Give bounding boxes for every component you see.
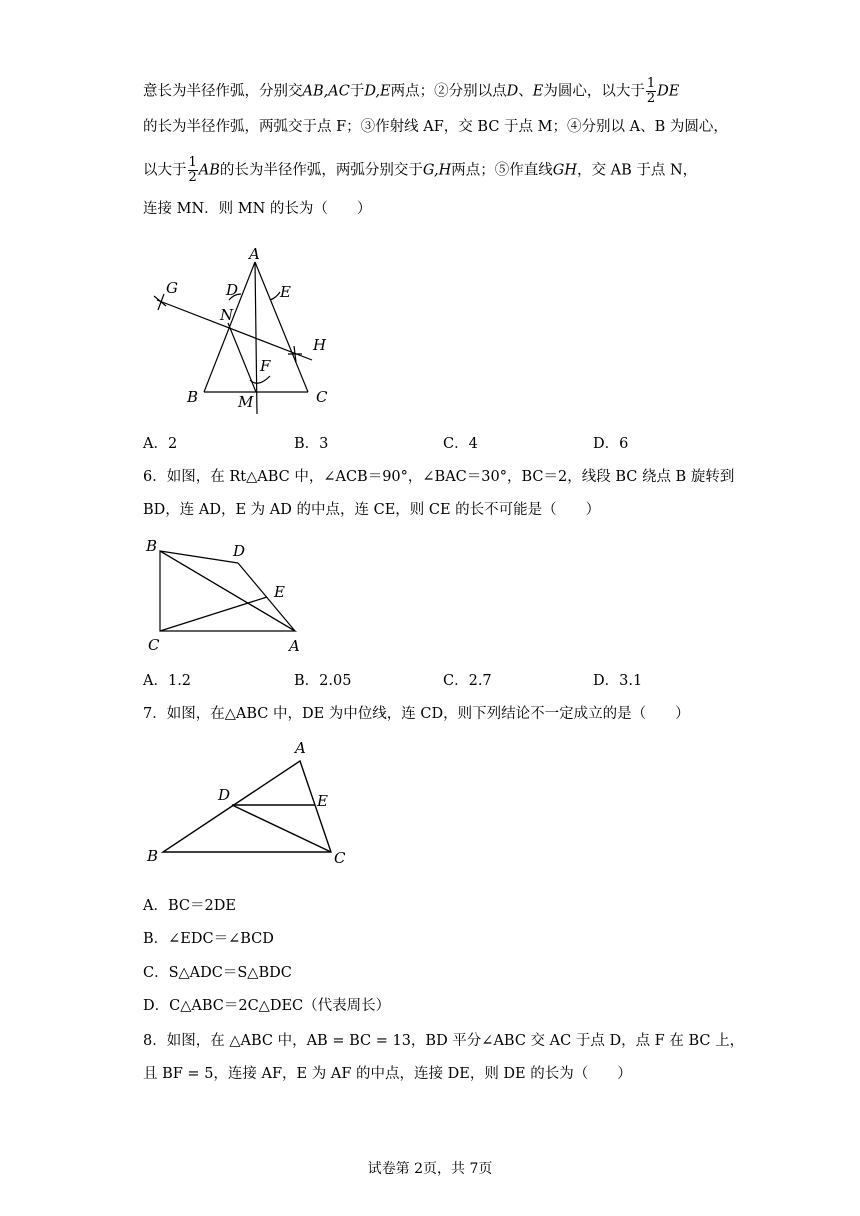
p6-option-a[interactable]: A．1.2: [143, 673, 192, 689]
p6-option-b[interactable]: B．2.05: [294, 673, 352, 689]
fraction-half: $\frac{1}{2}$: [188, 155, 197, 185]
label-E: E: [317, 792, 328, 810]
label-A: A: [249, 245, 260, 263]
text: D: [506, 83, 519, 100]
label-A: A: [289, 637, 300, 655]
p5-line-4: 连接 MN．则 MN 的长为（ ）: [143, 201, 372, 217]
p6-option-c[interactable]: C．2.7: [443, 673, 492, 689]
label-N: N: [220, 306, 234, 324]
label-C: C: [316, 388, 328, 406]
p5-line-1: [143, 77, 679, 106]
label-F: F: [260, 357, 271, 375]
p5-option-c[interactable]: C．4: [443, 436, 478, 452]
p5-line-3: 以大于 $\frac{1}{2}$ AB的长为半径作弧，两弧分别交于G,H两点；⑤作直线GH，交 AB 于点 N，: [143, 155, 698, 185]
label-M: M: [238, 393, 254, 411]
label-B: B: [187, 388, 199, 406]
p8-line-2: 且 BF = 5，连接 AF，E 为 AF 的中点，连接 DE，则 DE 的长为（ ）: [143, 1066, 632, 1082]
p5-option-d[interactable]: D．6: [593, 436, 629, 452]
label-E: E: [280, 283, 291, 301]
label-D: D: [218, 786, 231, 804]
p6-line-2: BD，连 AD，E 为 AD 的中点，连 CE，则 CE 的长不可能是（ ）: [143, 502, 601, 518]
p7-option-a[interactable]: A．BC＝2DE: [143, 898, 236, 914]
page-footer: 试卷第 2页，共 7页: [367, 1161, 493, 1177]
text: 、: [518, 83, 533, 100]
text: 两点；②分别以点: [390, 83, 507, 100]
label-G: G: [166, 279, 178, 297]
text: AB,AC: [302, 83, 350, 100]
label-E: E: [274, 583, 285, 601]
text: DE: [657, 83, 680, 100]
p8-line-1: 8．如图，在 △ABC 中，AB = BC = 13，BD 平分∠ABC 交 AC 于点 D，点 F 在 BC 上，: [143, 1033, 745, 1049]
p6-option-d[interactable]: D．3.1: [593, 673, 643, 689]
fraction-half: $\frac{1}{2}$: [646, 76, 656, 106]
label-B: B: [147, 847, 159, 865]
label-A: A: [295, 739, 306, 757]
p5-option-b[interactable]: B．3: [294, 436, 329, 452]
p5-line-2: 的长为半径作弧，两弧交于点 F；③作射线 AF，交 BC 于点 M；④分别以 A、B 为圆心，: [143, 119, 728, 135]
p5-option-a[interactable]: A．2: [143, 436, 178, 452]
label-D: D: [226, 281, 239, 299]
text: 于: [349, 83, 365, 100]
text: D,E: [364, 83, 391, 100]
label-H: H: [313, 336, 327, 354]
label-C: C: [148, 636, 160, 654]
text: 意长为半径作弧，分别交: [143, 83, 303, 100]
p7-option-c[interactable]: C．S△ADC＝S△BDC: [143, 965, 292, 981]
label-D: D: [233, 542, 246, 560]
p7-option-d[interactable]: D．C△ABC＝2C△DEC（代表周长）: [143, 998, 391, 1014]
text: 为圆心，以大于: [543, 83, 645, 100]
p7-line-1: 7．如图，在△ABC 中，DE 为中位线，连 CD，则下列结论不一定成立的是（ ）: [143, 706, 690, 722]
text: E: [532, 83, 544, 100]
label-B: B: [146, 537, 158, 555]
p6-line-1: 6．如图，在 Rt△ABC 中，∠ACB＝90°，∠BAC＝30°，BC＝2，线段 BC 绕点 B 旋转到: [143, 469, 735, 485]
label-C: C: [334, 849, 346, 867]
p7-option-b[interactable]: B．∠EDC＝∠BCD: [143, 931, 274, 947]
